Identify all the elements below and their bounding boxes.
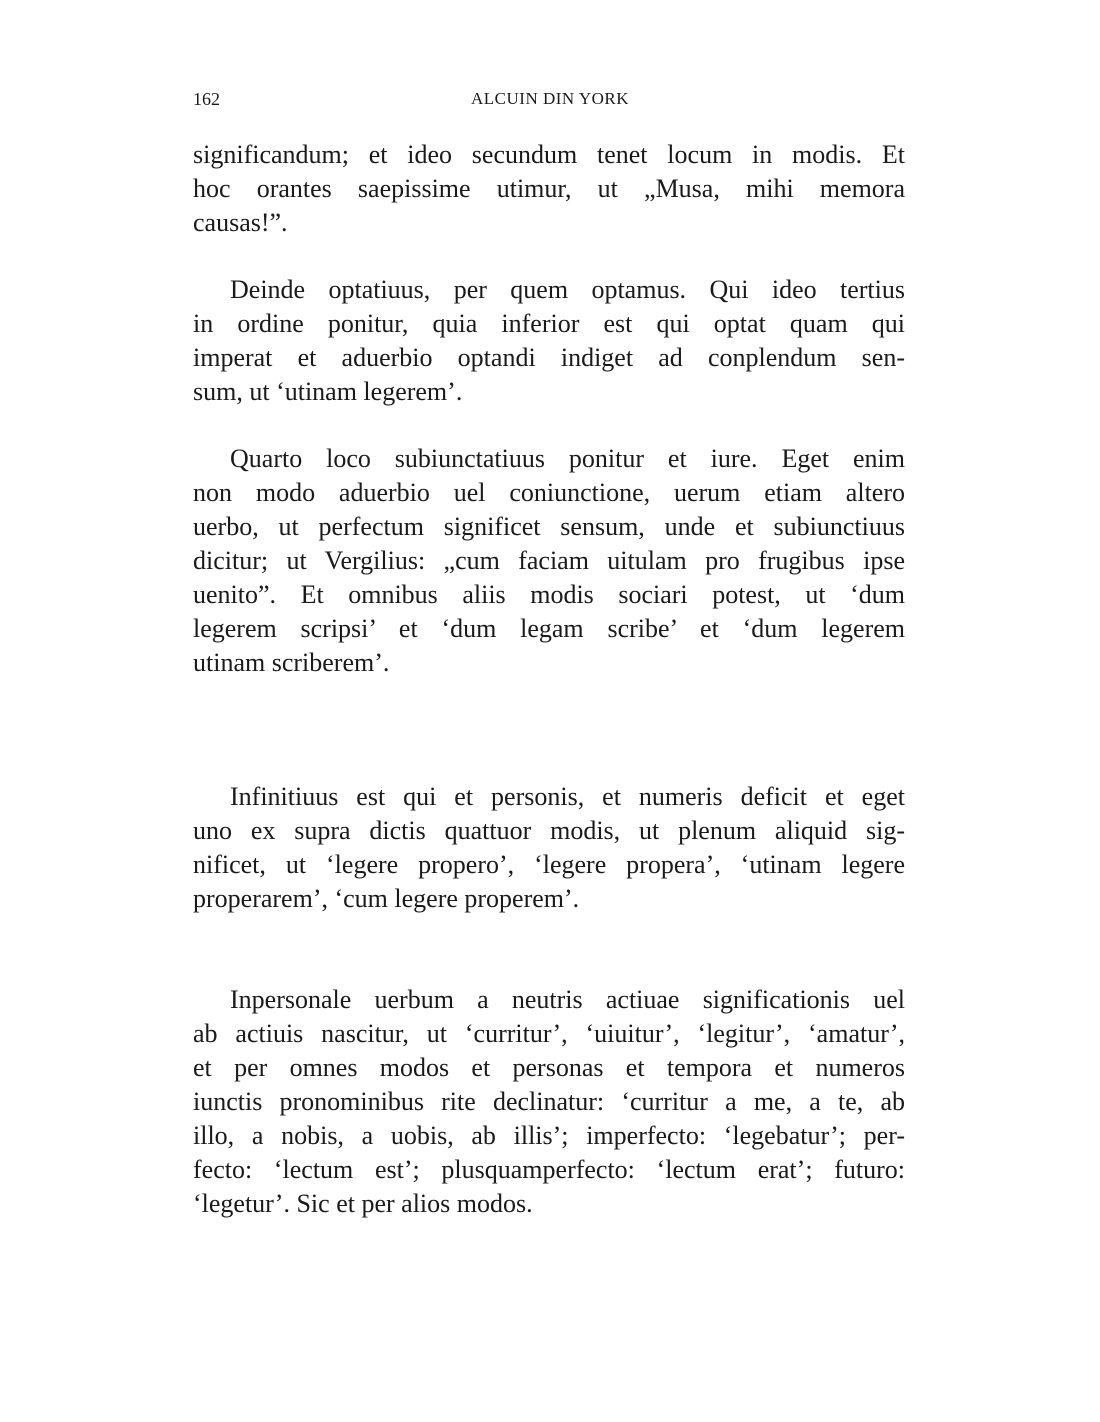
page-number: 162 — [193, 89, 220, 109]
text-line: non modo aduerbio uel coniunctione, uerum etiam altero — [193, 478, 905, 507]
text-line: illo, a nobis, a uobis, ab illis’; imperfecto: ‘legebatur’; per- — [193, 1121, 905, 1150]
text-line: in ordine ponitur, quia inferior est qui optat quam qui — [193, 309, 905, 338]
paragraph — [193, 780, 905, 916]
text-line: fecto: ‘lectum est’; plusquamperfecto: ‘lectum erat’; futuro: — [193, 1155, 905, 1184]
text-line: significandum; et ideo secundum tenet locum in modis. Et — [193, 140, 905, 169]
text-line: Deinde optatiuus, per quem optamus. Qui ideo tertius — [230, 275, 905, 304]
text-line: Quarto loco subiunctatiuus ponitur et iure. Eget enim — [230, 444, 905, 473]
text-line: ab actiuis nascitur, ut ‘curritur’, ‘uiuitur’, ‘legitur’, ‘amatur’, — [193, 1019, 905, 1048]
paragraph — [193, 138, 905, 240]
text-line: utinam scriberem’. — [193, 648, 390, 677]
text-line: dicitur; ut Vergilius: „cum faciam uitulam pro frugibus ipse — [193, 546, 905, 575]
running-title: ALCUIN DIN YORK — [471, 89, 629, 108]
paragraph — [193, 983, 905, 1221]
text-line: iunctis pronominibus rite declinatur: ‘curritur a me, a te, ab — [193, 1087, 905, 1116]
text-line: uerbo, ut perfectum significet sensum, unde et subiunctiuus — [193, 512, 905, 541]
text-line: nificet, ut ‘legere propero’, ‘legere propera’, ‘utinam legere — [193, 850, 905, 879]
text-line: Inpersonale uerbum a neutris actiuae significationis uel — [230, 985, 905, 1014]
text-line: imperat et aduerbio optandi indiget ad conplendum sen- — [193, 343, 905, 372]
text-line: hoc orantes saepissime utimur, ut „Musa, mihi memora — [193, 174, 905, 203]
text-line: uenito”. Et omnibus aliis modis sociari potest, ut ‘dum — [193, 580, 905, 609]
text-line: sum, ut ‘utinam legerem’. — [193, 377, 463, 406]
text-line: ‘legetur’. Sic et per alios modos. — [193, 1189, 533, 1218]
text-line: legerem scripsi’ et ‘dum legam scribe’ et ‘dum legerem — [193, 614, 905, 643]
paragraph — [193, 273, 905, 409]
text-line: causas!”. — [193, 208, 288, 237]
text-line: et per omnes modos et personas et tempora et numeros — [193, 1053, 905, 1082]
text-line: uno ex supra dictis quattuor modis, ut plenum aliquid sig- — [193, 816, 905, 845]
text-line: properarem’, ‘cum legere properem’. — [193, 884, 580, 913]
paragraph — [193, 442, 905, 680]
text-line: Infinitiuus est qui et personis, et numeris deficit et eget — [230, 782, 905, 811]
